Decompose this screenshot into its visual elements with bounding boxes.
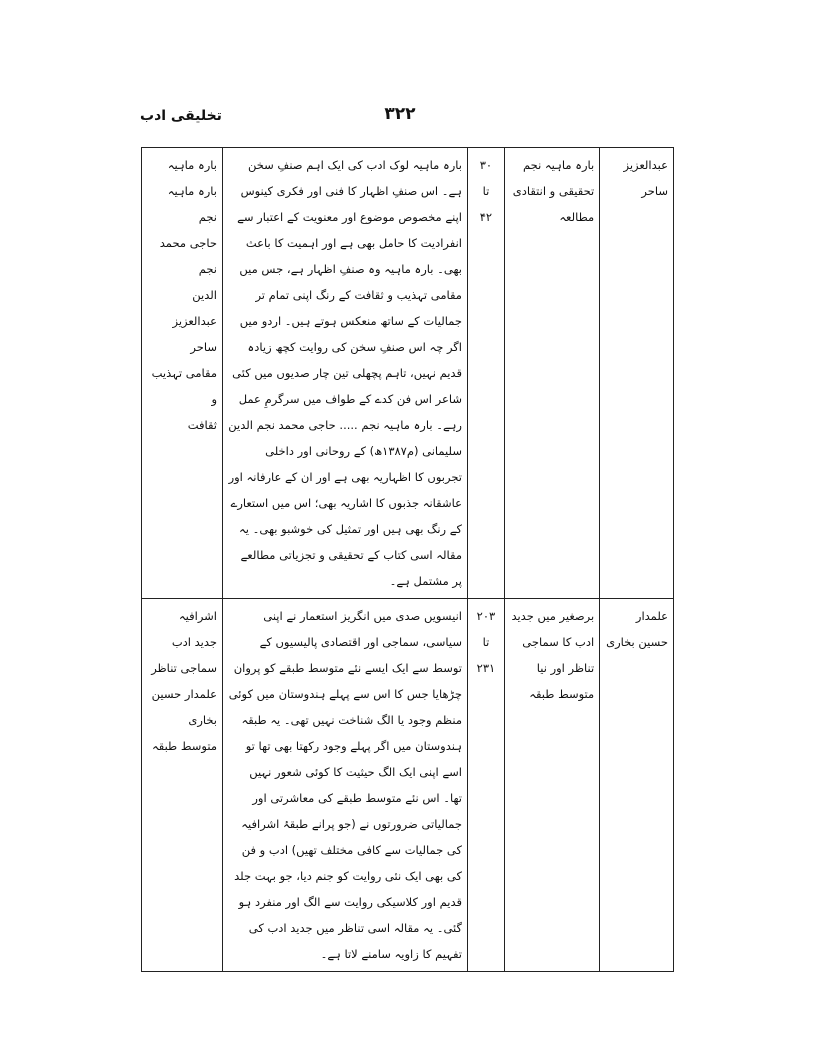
keyword: بارہ ماہیہ <box>167 158 217 172</box>
keywords-cell <box>142 599 223 972</box>
abstract-cell: بارہ ماہیہ لوک ادب کی ایک اہم صنفِ سخن ہے۔ اس صنفِ اظہار کا فنی اور فکری کینوس اپنے مخصوص موضوع اور معنویت کے اعتبار سے انفرادیت کا حامل بھی ہے اور اہمیت کا باعث بھی۔ بارہ ماہیہ وہ صنفِ اظہار ہے، جس میں مقامی تہذیب و ثقافت کے رنگ اپنی تمام تر جمالیات کے ساتھ منعکس ہوتے ہیں۔ اردو میں اگر چہ اس صنفِ سخن کی روایت کچھ زیادہ قدیم نہیں، تاہم پچھلی تین چار صدیوں میں کئی شاعر اس فن کدے کے طواف میں سرگرمِ عمل رہے۔ بارہ ماہیہ نجم ..... حاجی محمد نجم الدین سلیمانی (م۱۳۸۷ھ) کے روحانی اور داخلی تجربوں کا اظہاریہ بھی ہے اور ان کے عارفانہ اور عاشقانہ جذبوں کا اشاریہ بھی؛ اس میں استعارے کے رنگ بھی ہیں اور تمثیل کی خوشبو بھی۔ یہ مقالہ اسی کتاب کے تحقیقی و تجزیاتی مطالعے پر مشتمل ہے۔ <box>223 148 468 599</box>
page-end: ۲۳۱ <box>476 661 496 675</box>
keyword: بارہ ماہیہ نجم <box>167 184 217 224</box>
keyword: ثقافت <box>187 418 217 432</box>
page-number: ۳۲۲ <box>384 104 416 124</box>
keyword: حاجی محمد نجم <box>159 236 217 276</box>
table-row <box>142 599 674 972</box>
keyword: بخاری <box>188 713 217 727</box>
keyword: الدین <box>192 288 217 302</box>
keywords-cell <box>142 148 223 599</box>
page-start: ۲۰۳ <box>476 609 496 623</box>
title-cell: برصغیر میں جدید ادب کا سماجی تناظر اور نیا متوسط طبقہ <box>504 599 599 972</box>
index-table <box>141 147 674 972</box>
keyword: اشرافیہ <box>178 609 217 623</box>
page-start: ۳۰ <box>479 158 493 172</box>
page-to: تا <box>482 184 490 198</box>
title-cell: بارہ ماہیہ نجم تحقیقی و انتقادی مطالعہ <box>504 148 599 599</box>
keyword: مقامی تہذیب و <box>151 366 217 406</box>
pages-cell <box>467 148 504 599</box>
page-end: ۴۲ <box>479 210 493 224</box>
table-row <box>142 148 674 599</box>
keyword: متوسط طبقہ <box>152 739 217 753</box>
keyword: علمدار حسین <box>151 687 217 701</box>
keyword: عبدالعزیز ساحر <box>172 314 217 354</box>
keyword: سماجی تناظر <box>151 661 217 675</box>
author-cell: عبدالعزیز ساحر <box>600 148 674 599</box>
author-cell: علمدار حسین بخاری <box>600 599 674 972</box>
page-to: تا <box>482 635 490 649</box>
abstract-cell: انیسویں صدی میں انگریز استعمار نے اپنی سیاسی، سماجی اور اقتصادی پالیسیوں کے توسط سے ایک ایسے نئے متوسط طبقے کو پروان چڑھایا جس کا اس سے پہلے ہندوستان میں کوئی منظم وجود یا الگ شناخت نہیں تھی۔ یہ طبقہ ہندوستان میں اگر پہلے وجود رکھتا بھی تھا تو اسے اپنی ایک الگ حیثیت کا کوئی شعور نہیں تھا۔ اس نئے متوسط طبقے کی معاشرتی اور جمالیاتی ضرورتوں نے (جو پرانے طبقۂ اشرافیہ کی جمالیات سے کافی مختلف تھیں) ادب و فن کی بھی ایک نئی روایت کو جنم دیا، جو بہت جلد قدیم اور کلاسیکی روایت سے الگ اور منفرد ہو گئی۔ یہ مقالہ اسی تناظر میں جدید ادب کی تفہیم کا زاویہ سامنے لاتا ہے۔ <box>223 599 468 972</box>
pages-cell <box>467 599 504 972</box>
running-title: تخلیقی ادب <box>140 108 222 124</box>
keyword: جدید ادب <box>171 635 217 649</box>
